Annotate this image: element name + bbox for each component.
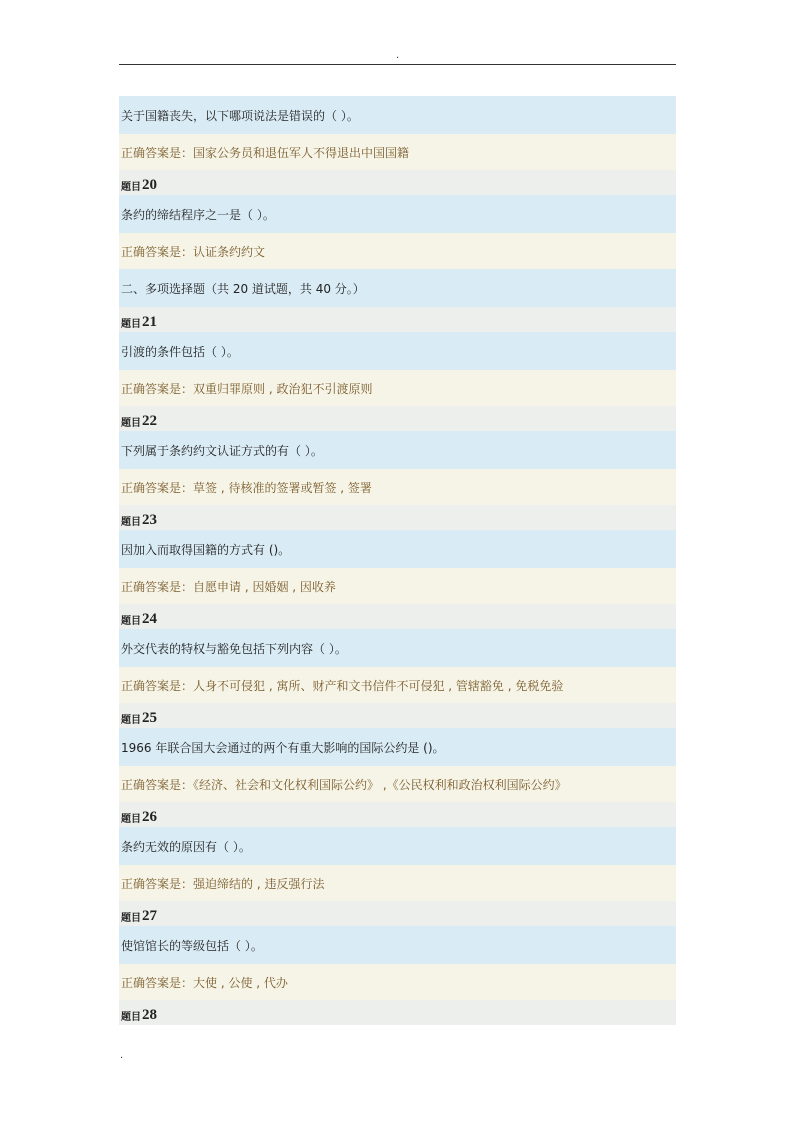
answer-text: 正确答案是：草签 , 待核准的签署或暂签 , 签署: [119, 469, 676, 505]
question-number: 25: [142, 710, 157, 726]
question-text: 因加入而取得国籍的方式有 ()。: [119, 530, 676, 568]
question-number: 27: [142, 908, 157, 924]
question-label-prefix: 题目: [121, 814, 141, 825]
answer-text: 正确答案是：双重归罪原则 , 政治犯不引渡原则: [119, 370, 676, 406]
question-label: [119, 802, 676, 827]
question-number: 22: [142, 413, 157, 429]
question-number: 28: [142, 1007, 157, 1023]
question-number: 24: [142, 611, 157, 627]
question-text: 关于国籍丧失，以下哪项说法是错误的（ ）。: [119, 96, 676, 134]
question-text: 引渡的条件包括（ ）。: [119, 332, 676, 370]
answer-text: 正确答案是：认证条约约文: [119, 233, 676, 269]
question-label: [119, 604, 676, 629]
question-text: 条约无效的原因有（ ）。: [119, 827, 676, 865]
question-number: 21: [142, 314, 157, 330]
answer-text: 正确答案是：人身不可侵犯 , 寓所、财产和文书信件不可侵犯 , 管辖豁免 , 免税免验: [119, 667, 676, 703]
question-label-prefix: 题目: [121, 182, 141, 193]
question-label-prefix: 题目: [121, 1012, 141, 1023]
question-label: [119, 406, 676, 431]
header-rule: [119, 64, 676, 65]
answer-text: 正确答案是：大使 , 公使 , 代办: [119, 964, 676, 1000]
question-label-prefix: 题目: [121, 418, 141, 429]
question-text: 条约的缔结程序之一是（ ）。: [119, 195, 676, 233]
answer-text: 正确答案是：国家公务员和退伍军人不得退出中国国籍: [119, 134, 676, 170]
question-number: 23: [142, 512, 157, 528]
question-text: 1966 年联合国大会通过的两个有重大影响的国际公约是 ()。: [119, 728, 676, 766]
question-number: 20: [142, 177, 157, 193]
question-text: 外交代表的特权与豁免包括下列内容（ ）。: [119, 629, 676, 667]
footer-mark: .: [120, 1050, 124, 1061]
question-label: [119, 505, 676, 530]
section-heading: 二、多项选择题（共 20 道试题，共 40 分。）: [119, 269, 676, 307]
question-label: [119, 703, 676, 728]
question-label-prefix: 题目: [121, 616, 141, 627]
question-label-prefix: 题目: [121, 319, 141, 330]
question-label-prefix: 题目: [121, 715, 141, 726]
question-label: [119, 307, 676, 332]
answer-text: 正确答案是：强迫缔结的 , 违反强行法: [119, 865, 676, 901]
quiz-content: [119, 96, 676, 1025]
answer-text: 正确答案是：《经济、社会和文化权利国际公约》 ,《公民权利和政治权利国际公约》: [119, 766, 676, 802]
answer-text: 正确答案是：自愿申请 , 因婚姻 , 因收养: [119, 568, 676, 604]
question-label-prefix: 题目: [121, 517, 141, 528]
question-text: 下列属于条约约文认证方式的有（ ）。: [119, 431, 676, 469]
question-number: 26: [142, 809, 157, 825]
question-text: 使馆馆长的等级包括（ ）。: [119, 926, 676, 964]
header-mark: .: [396, 50, 400, 61]
question-label: [119, 170, 676, 195]
question-label: [119, 1000, 676, 1025]
question-label: [119, 901, 676, 926]
question-label-prefix: 题目: [121, 913, 141, 924]
